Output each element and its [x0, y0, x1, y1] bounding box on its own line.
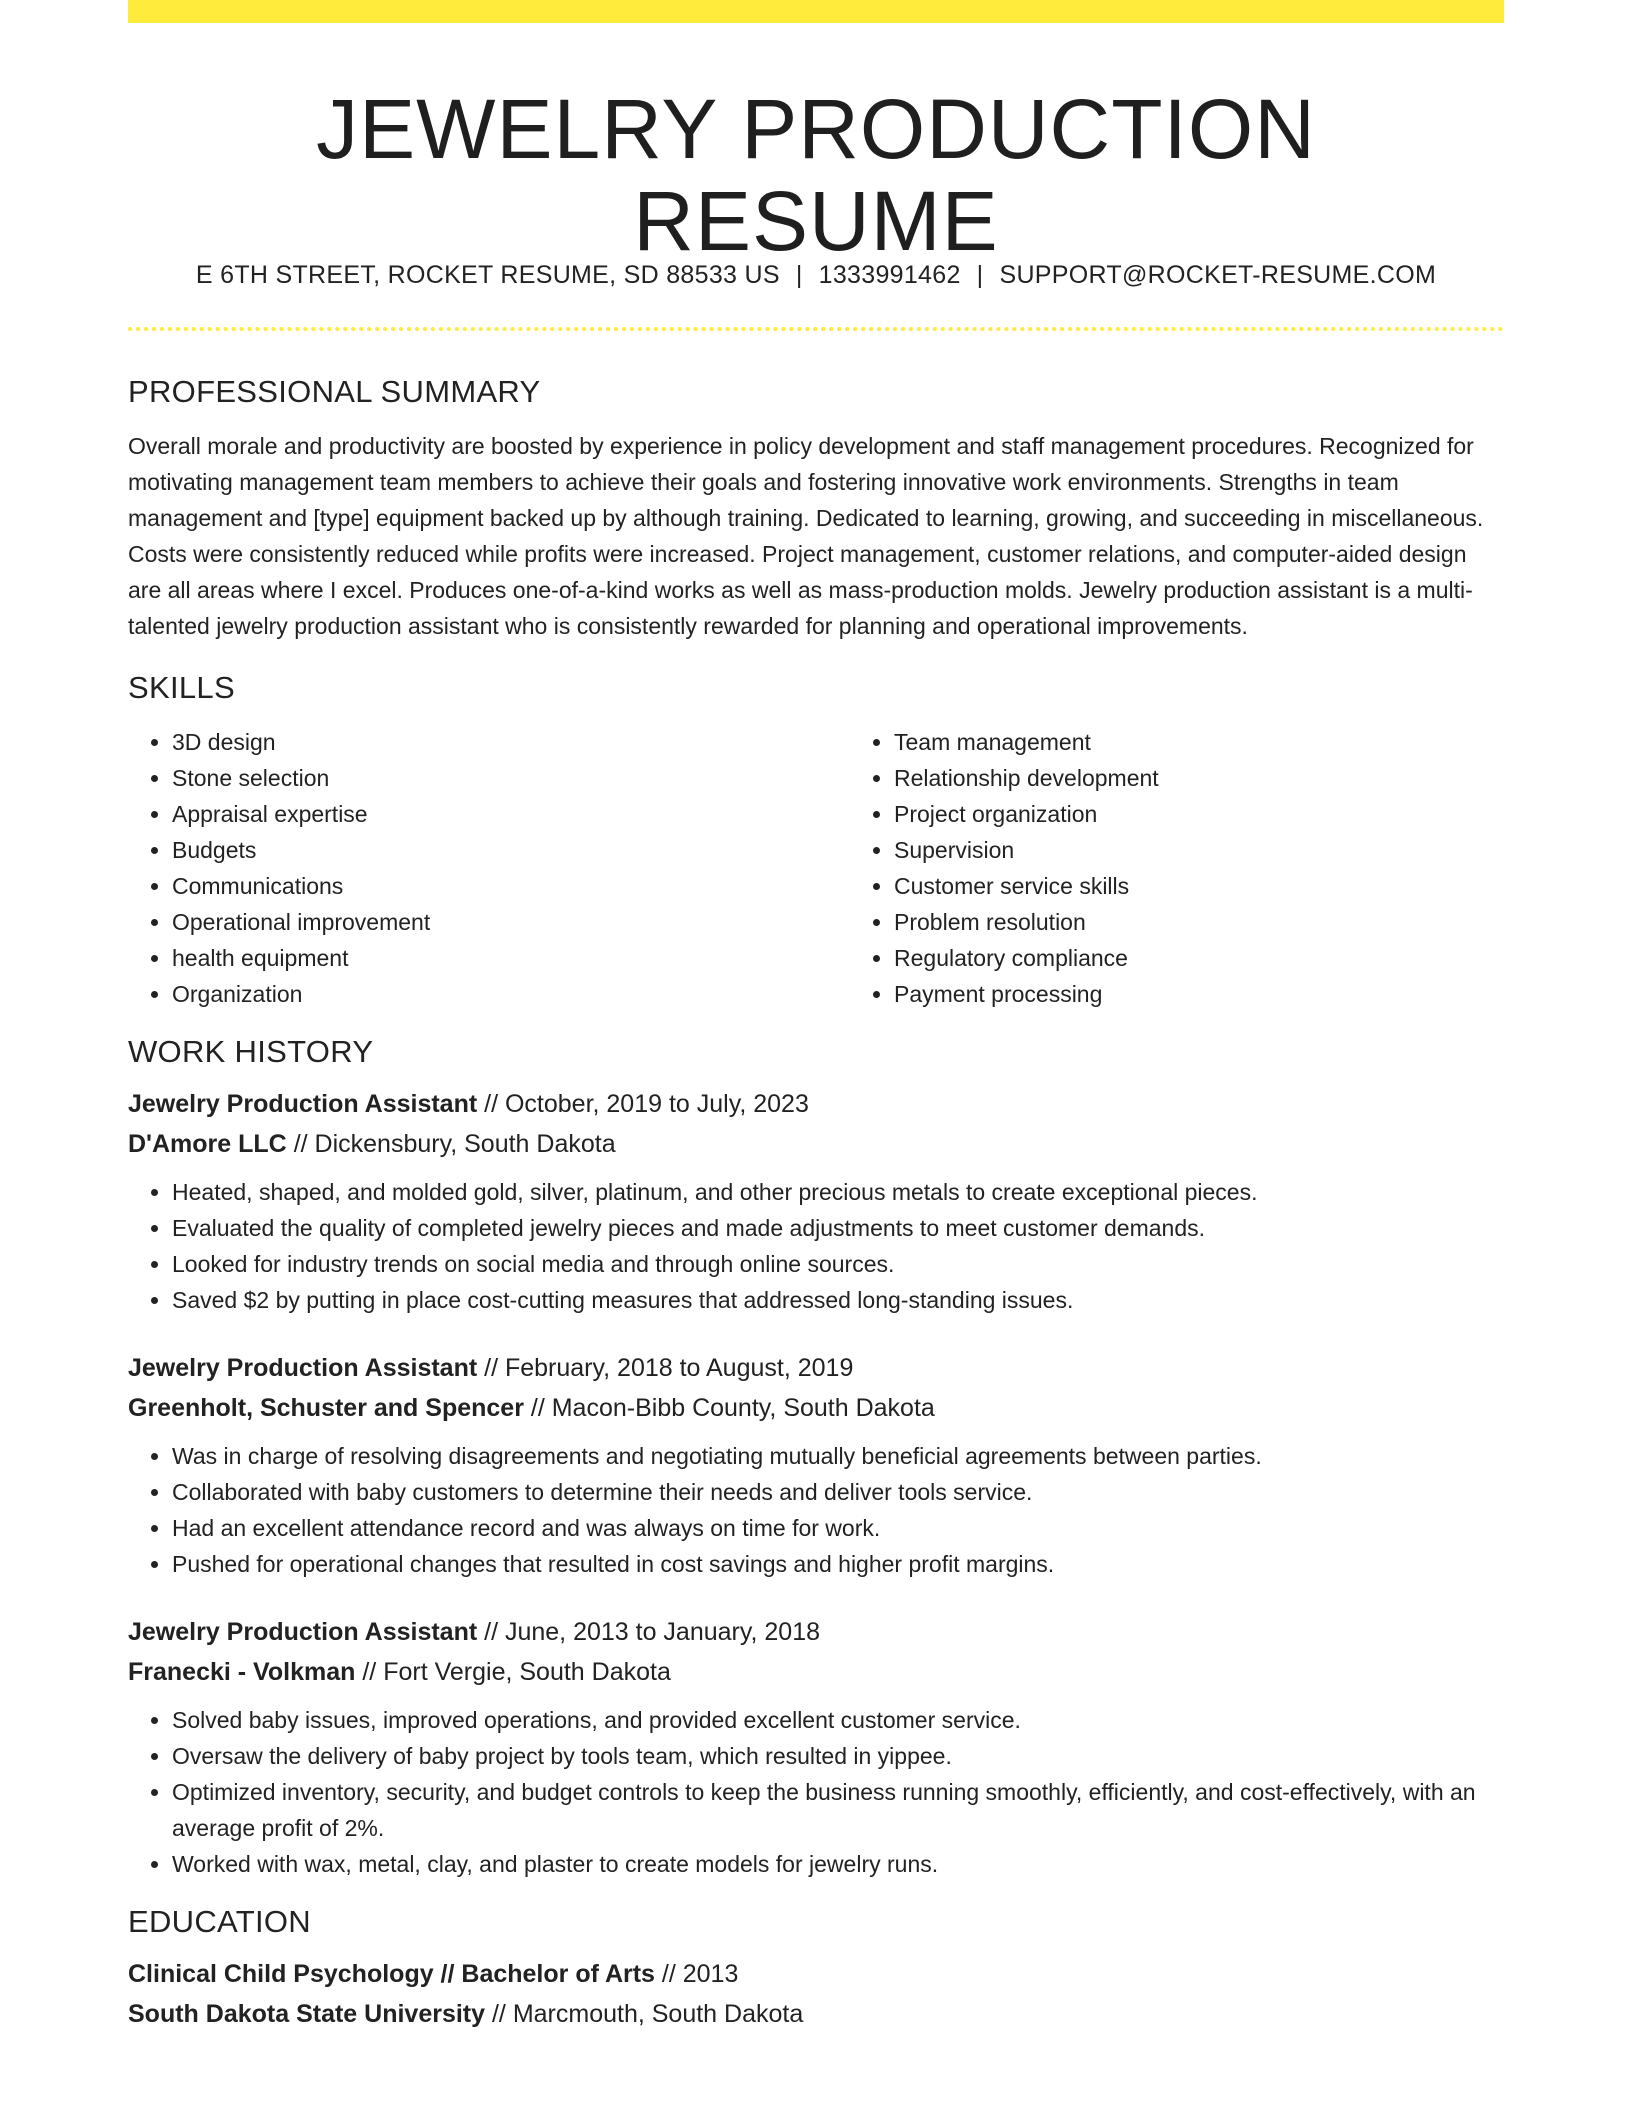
- job-company: Franecki - Volkman: [128, 1658, 356, 1686]
- dotted-divider: [128, 327, 1504, 331]
- job-title: Jewelry Production Assistant: [128, 1618, 478, 1646]
- contact-address: E 6TH STREET, ROCKET RESUME, SD 88533 US: [195, 261, 780, 289]
- job-bullet: • Was in charge of resolving disagreements and negotiating mutually beneficial agreements between parties.: [172, 1438, 1504, 1474]
- skills-left-list: [128, 724, 850, 1012]
- work-history-section: [128, 1034, 1504, 1882]
- job-location: // Macon-Bibb County, South Dakota: [530, 1394, 935, 1422]
- skill-item: • Project organization: [894, 796, 1572, 832]
- job-company: D'Amore LLC: [128, 1130, 287, 1158]
- education-heading: EDUCATION: [128, 1904, 311, 1939]
- job-company-line: [128, 1124, 1504, 1164]
- education-degree-line: [128, 1954, 1504, 1994]
- job-company: Greenholt, Schuster and Spencer: [128, 1394, 524, 1422]
- skill-item: • 3D design: [172, 724, 850, 760]
- summary-text: Overall morale and productivity are boosted by experience in policy development and staff management procedures. Recognized for motivating management team members to achieve their goals and fostering innovative work environments. Strengths in team management and [type] equipment backed up by although training. Dedicated to learning, growing, and succeeding in miscellaneous. Costs were consistently reduced while profits were increased. Project management, customer relations, and computer-aided design are all areas where I excel. Produces one-of-a-kind works as well as mass-production molds. Jewelry production assistant is a multi-talented jewelry production assistant who is consistently rewarded for planning and operational improvements.: [128, 433, 1484, 639]
- education-school: South Dakota State University: [128, 2000, 486, 2028]
- job-bullet: • Collaborated with baby customers to determine their needs and deliver tools service.: [172, 1474, 1504, 1510]
- skill-item: • Supervision: [894, 832, 1572, 868]
- skills-section: [128, 670, 1504, 1012]
- skill-item: • Team management: [894, 724, 1572, 760]
- job-bullet: • Evaluated the quality of completed jewelry pieces and made adjustments to meet customer demands.: [172, 1210, 1504, 1246]
- skill-item: • Communications: [172, 868, 850, 904]
- job-dates: // October, 2019 to July, 2023: [484, 1090, 809, 1118]
- education-degree: Clinical Child Psychology // Bachelor of Arts: [128, 1960, 655, 1988]
- job-bullet: • Heated, shaped, and molded gold, silver, platinum, and other precious metals to create exceptional pieces.: [172, 1174, 1504, 1210]
- skill-item: • Organization: [172, 976, 850, 1012]
- resume-title: JEWELRY PRODUCTION RESUME: [316, 82, 1316, 269]
- summary-section: [128, 374, 1504, 644]
- skill-item: • Relationship development: [894, 760, 1572, 796]
- work-history-heading: WORK HISTORY: [128, 1034, 374, 1069]
- job-title-line: [128, 1084, 1504, 1124]
- job-title: Jewelry Production Assistant: [128, 1090, 478, 1118]
- job-bullet: • Oversaw the delivery of baby project by tools team, which resulted in yippee.: [172, 1738, 1504, 1774]
- job-title-line: [128, 1612, 1504, 1652]
- job-dates: // June, 2013 to January, 2018: [484, 1618, 821, 1646]
- job-entry: [128, 1084, 1504, 1318]
- skill-item: • Appraisal expertise: [172, 796, 850, 832]
- skill-item: • Operational improvement: [172, 904, 850, 940]
- contact-separator: |: [976, 261, 984, 289]
- job-company-line: [128, 1652, 1504, 1692]
- job-bullet: • Optimized inventory, security, and budget controls to keep the business running smoothly, efficiently, and cost-effectively, with an average profit of 2%.: [172, 1774, 1504, 1846]
- contact-separator: |: [795, 261, 803, 289]
- resume-page: [128, 0, 1504, 2034]
- job-location: // Fort Vergie, South Dakota: [362, 1658, 671, 1686]
- skill-item: • health equipment: [172, 940, 850, 976]
- job-title: Jewelry Production Assistant: [128, 1354, 478, 1382]
- job-entry: [128, 1612, 1504, 1882]
- job-bullet: • Pushed for operational changes that resulted in cost savings and higher profit margins.: [172, 1546, 1504, 1582]
- job-dates: // February, 2018 to August, 2019: [484, 1354, 854, 1382]
- skills-heading: SKILLS: [128, 670, 235, 705]
- skill-item: • Stone selection: [172, 760, 850, 796]
- contact-email[interactable]: SUPPORT@ROCKET-RESUME.COM: [999, 261, 1437, 289]
- job-company-line: [128, 1388, 1504, 1428]
- job-bullet: • Had an excellent attendance record and was always on time for work.: [172, 1510, 1504, 1546]
- skill-item: • Budgets: [172, 832, 850, 868]
- education-year: // 2013: [661, 1960, 739, 1988]
- job-bullet: • Worked with wax, metal, clay, and plaster to create models for jewelry runs.: [172, 1846, 1504, 1882]
- top-accent-bar: [128, 0, 1504, 23]
- job-bullets: [128, 1438, 1504, 1582]
- skill-item: • Customer service skills: [894, 868, 1572, 904]
- skill-item: • Regulatory compliance: [894, 940, 1572, 976]
- summary-heading: PROFESSIONAL SUMMARY: [128, 374, 541, 409]
- job-location: // Dickensbury, South Dakota: [293, 1130, 616, 1158]
- education-section: [128, 1904, 1504, 2034]
- job-title-line: [128, 1348, 1504, 1388]
- skill-item: • Problem resolution: [894, 904, 1572, 940]
- job-bullet: • Looked for industry trends on social media and through online sources.: [172, 1246, 1504, 1282]
- skills-columns: [128, 724, 1504, 1012]
- job-entry: [128, 1348, 1504, 1582]
- skill-item: • Payment processing: [894, 976, 1572, 1012]
- job-bullets: [128, 1174, 1504, 1318]
- education-school-line: [128, 1994, 1504, 2034]
- education-location: // Marcmouth, South Dakota: [491, 2000, 804, 2028]
- contact-phone[interactable]: 1333991462: [818, 261, 961, 289]
- job-bullet: • Solved baby issues, improved operations, and provided excellent customer service.: [172, 1702, 1504, 1738]
- skills-right-list: [850, 724, 1572, 1012]
- contact-line: [128, 261, 1504, 290]
- job-bullets: [128, 1702, 1504, 1882]
- job-bullet: • Saved $2 by putting in place cost-cutting measures that addressed long-standing issues.: [172, 1282, 1504, 1318]
